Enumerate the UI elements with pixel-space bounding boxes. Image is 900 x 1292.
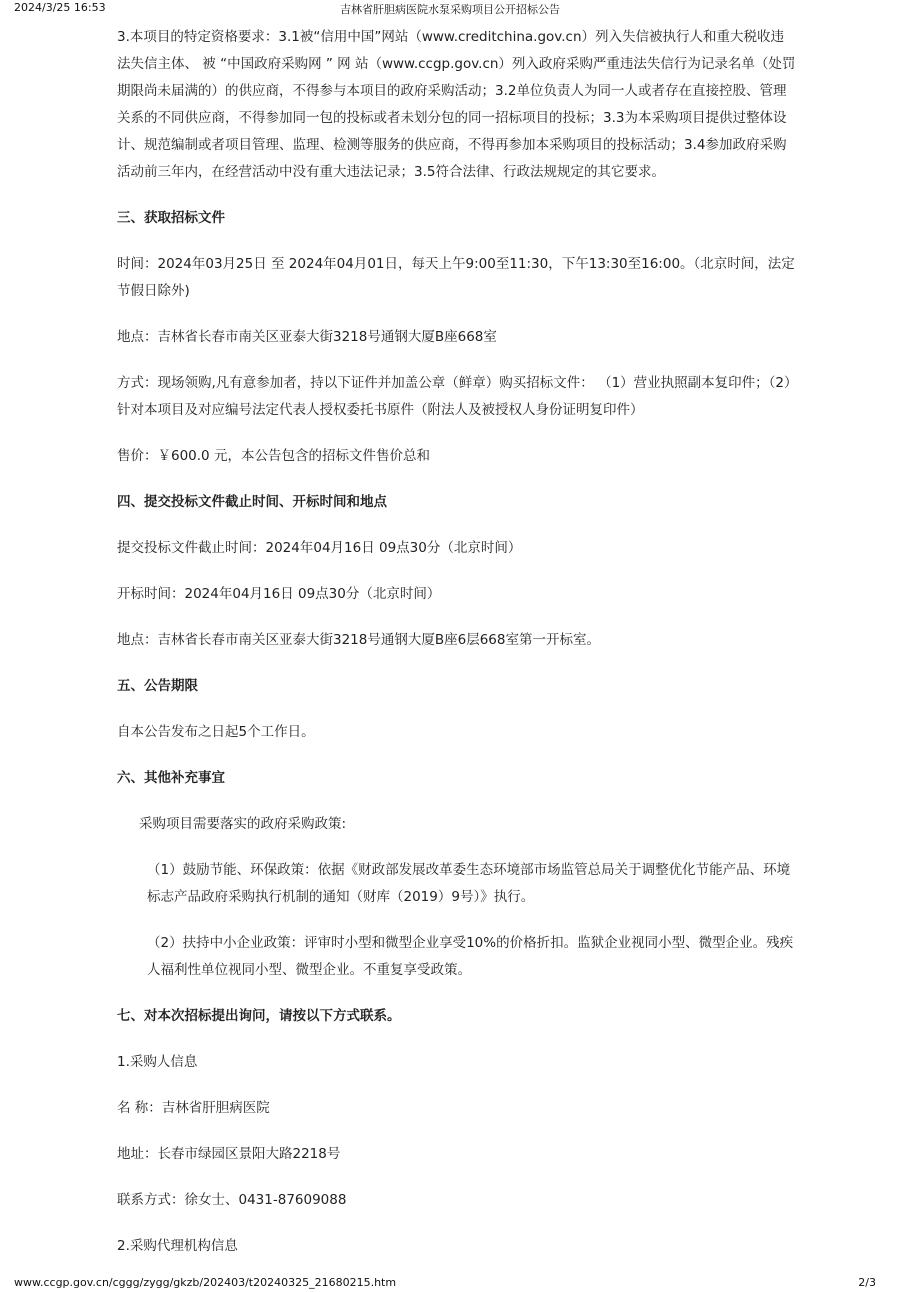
purchaser-contact: 联系方式：徐女士、0431-87609088 [117, 1192, 347, 1208]
print-datetime: 2024/3/25 16:53 [14, 1, 106, 14]
obtain-method: 方式：现场领购,凡有意参加者，持以下证件并加盖公章（鲜章）购买招标文件： （1）营业执照副本复印件；（2）针对本项目及对应编号法定代表人授权委托书原件（附法人及被授权人身份证明复印件） [117, 375, 791, 418]
print-header [0, 0, 900, 18]
section-heading-notice-period: 五、公告期限 [117, 678, 198, 694]
agency-heading: 2.采购代理机构信息 [117, 1238, 238, 1254]
document-price: 售价：￥600.0 元，本公告包含的招标文件售价总和 [117, 448, 430, 464]
submission-deadline: 提交投标文件截止时间：2024年04月16日 09点30分（北京时间） [117, 540, 522, 556]
purchaser-address: 地址：长春市绿园区景阳大路2218号 [117, 1146, 341, 1162]
section-heading-contact: 七、对本次招标提出询问，请按以下方式联系。 [117, 1008, 401, 1024]
print-page-title: 吉林省肝胆病医院水泵采购项目公开招标公告 [340, 3, 560, 16]
notice-period-text: 自本公告发布之日起5个工作日。 [117, 724, 315, 740]
opening-place: 地点：吉林省长春市南关区亚泰大街3218号通钢大厦B座6层668室第一开标室。 [117, 632, 600, 648]
page-number: 2/3 [858, 1276, 876, 1289]
section-heading-obtain-documents: 三、获取招标文件 [117, 210, 225, 226]
opening-time: 开标时间：2024年04月16日 09点30分（北京时间） [117, 586, 441, 602]
obtain-place: 地点：吉林省长春市南关区亚泰大街3218号通钢大厦B座668室 [117, 329, 497, 345]
obtain-time: 时间：2024年03月25日 至 2024年04月01日，每天上午9:00至11:30，下午13:30至16:00。（北京时间，法定节假日除外) [117, 256, 795, 299]
section-heading-deadline: 四、提交投标文件截止时间、开标时间和地点 [117, 494, 387, 510]
print-footer [0, 1276, 900, 1292]
section-heading-supplementary: 六、其他补充事宜 [117, 770, 225, 786]
policy-sme-support: （2）扶持中小企业政策：评审时小型和微型企业享受10%的价格折扣。监狱企业视同小型、微型企业。残疾人福利性单位视同小型、微型企业。不重复享受政策。 [147, 935, 794, 978]
announcement-body [117, 24, 797, 1260]
policy-energy-saving: （1）鼓励节能、环保政策：依据《财政部发展改革委生态环境部市场监管总局关于调整优化节能产品、环境标志产品政府采购执行机制的通知（财库（2019）9号）》执行。 [147, 862, 791, 905]
page-url: www.ccgp.gov.cn/cggg/zygg/gkzb/202403/t20240325_21680215.htm [14, 1276, 397, 1289]
qualification-requirements: 3.本项目的特定资格要求：3.1被“信用中国”网站（www.creditchina.gov.cn）列入失信被执行人和重大税收违法失信主体、 被 “中国政府采购网 ” 网 站（www.ccgp.gov.cn）列入政府采购严重违法失信行为记录名单（处罚期限尚未届满的）的供应商，不得参与本项目的政府采购活动；3.2单位负责人为同一人或者存在直接控股、管理关系的不同供应商，不得参加同一包的投标或者未划分包的同一招标项目的投标；3.3为本采购项目提供过整体设计、规范编制或者项目管理、监理、检测等服务的供应商，不得再参加本采购项目的投标活动；3.4参加政府采购活动前三年内，在经营活动中没有重大违法记录；3.5符合法律、行政法规规定的其它要求。 [117, 29, 796, 180]
purchaser-heading: 1.采购人信息 [117, 1054, 198, 1070]
purchaser-name: 名 称：吉林省肝胆病医院 [117, 1100, 270, 1116]
policy-intro: 采购项目需要落实的政府采购政策: [139, 816, 347, 832]
